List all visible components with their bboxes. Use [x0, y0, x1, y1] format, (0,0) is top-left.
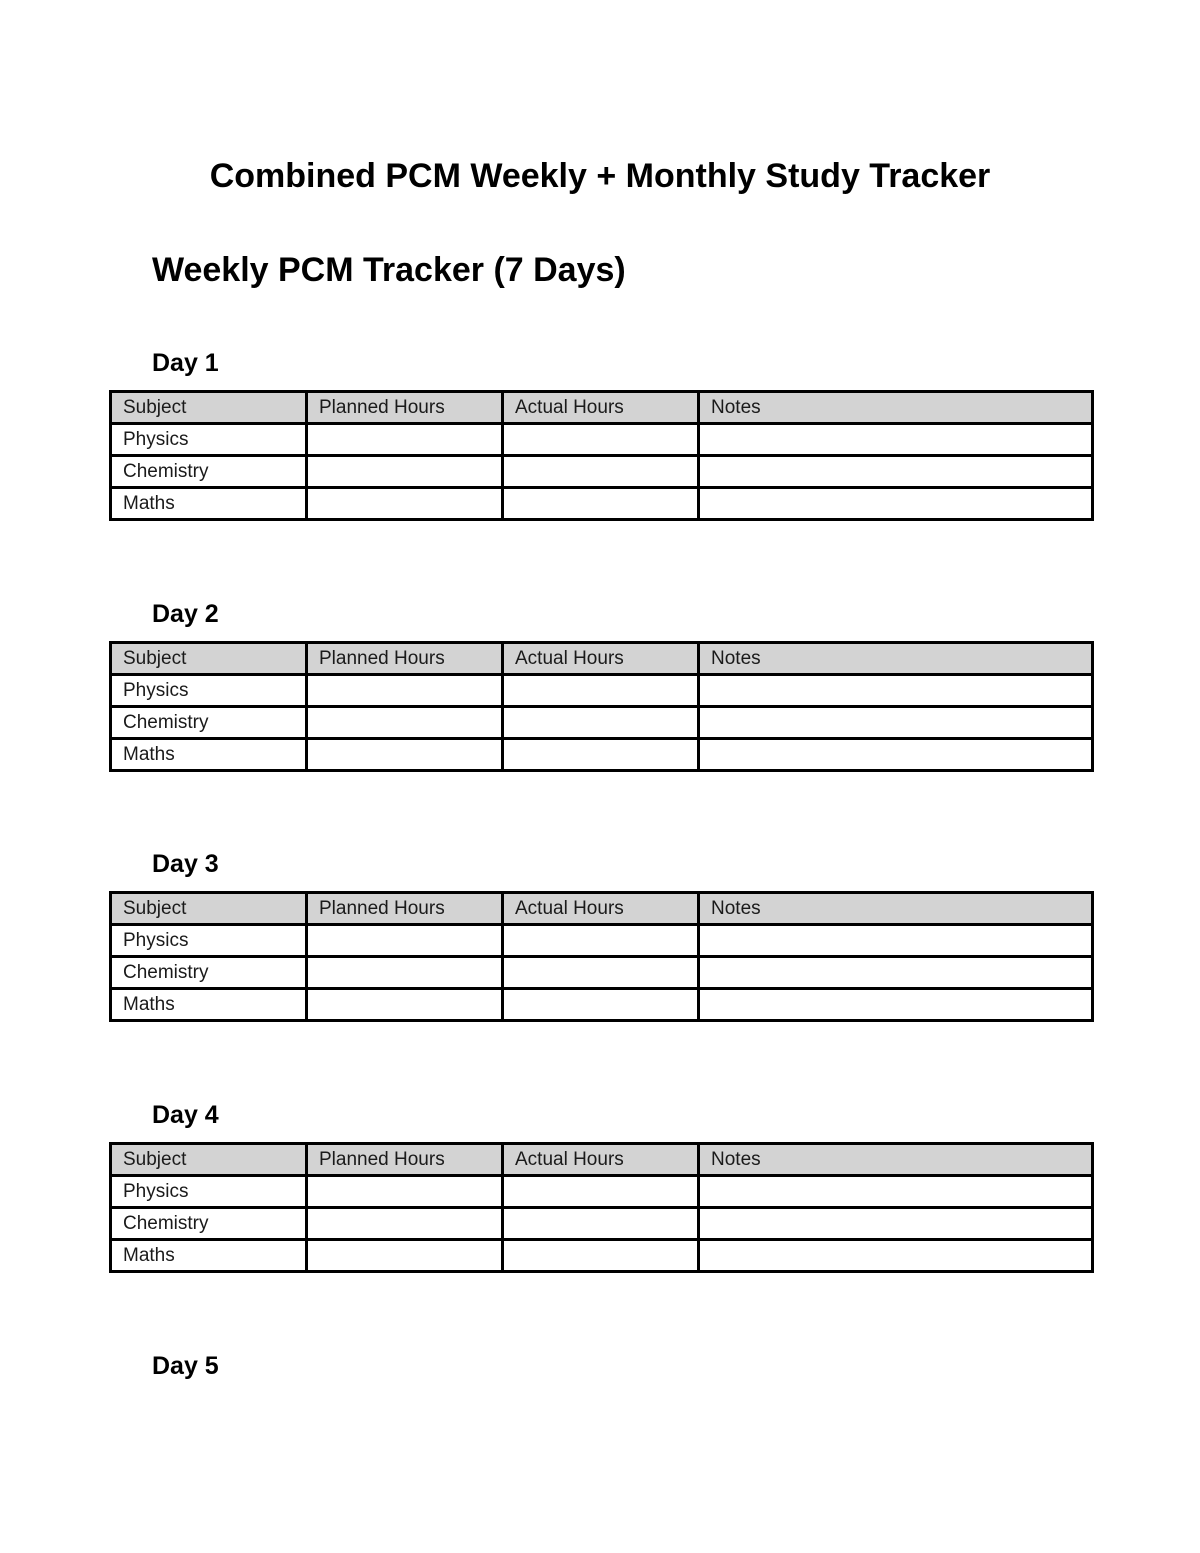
actual-hours-cell[interactable] — [503, 456, 699, 488]
table-row — [111, 675, 1093, 707]
subject-cell: Physics — [111, 925, 307, 957]
actual-hours-cell[interactable] — [503, 424, 699, 456]
column-header-notes: Notes — [699, 893, 1093, 925]
planned-hours-cell[interactable] — [307, 707, 503, 739]
table-row — [111, 707, 1093, 739]
column-header-subject: Subject — [111, 392, 307, 424]
day-1-heading: Day 1 — [152, 349, 219, 377]
notes-cell[interactable] — [699, 488, 1093, 520]
day-2-block — [109, 599, 1091, 772]
day-1-block — [109, 348, 1091, 521]
day-4-table — [109, 1142, 1094, 1273]
column-header-notes: Notes — [699, 1144, 1093, 1176]
subject-cell: Maths — [111, 989, 307, 1021]
table-row — [111, 488, 1093, 520]
day-5-heading: Day 5 — [152, 1352, 219, 1380]
column-header-planned-hours: Planned Hours — [307, 392, 503, 424]
day-3-table — [109, 891, 1094, 1022]
column-header-actual-hours: Actual Hours — [503, 643, 699, 675]
column-header-subject: Subject — [111, 1144, 307, 1176]
column-header-planned-hours: Planned Hours — [307, 643, 503, 675]
table-row — [111, 424, 1093, 456]
planned-hours-cell[interactable] — [307, 424, 503, 456]
table-row — [111, 989, 1093, 1021]
table-header-row — [111, 643, 1093, 675]
planned-hours-cell[interactable] — [307, 739, 503, 771]
notes-cell[interactable] — [699, 456, 1093, 488]
day-3-block — [109, 849, 1091, 1022]
actual-hours-cell[interactable] — [503, 1240, 699, 1272]
subject-cell: Maths — [111, 1240, 307, 1272]
table-header-row — [111, 392, 1093, 424]
table-row — [111, 1176, 1093, 1208]
day-3-heading: Day 3 — [152, 850, 219, 878]
planned-hours-cell[interactable] — [307, 925, 503, 957]
actual-hours-cell[interactable] — [503, 925, 699, 957]
notes-cell[interactable] — [699, 1208, 1093, 1240]
actual-hours-cell[interactable] — [503, 989, 699, 1021]
notes-cell[interactable] — [699, 925, 1093, 957]
actual-hours-cell[interactable] — [503, 1208, 699, 1240]
day-5-block — [109, 1351, 1091, 1393]
notes-cell[interactable] — [699, 739, 1093, 771]
table-header-row — [111, 1144, 1093, 1176]
table-row — [111, 456, 1093, 488]
notes-cell[interactable] — [699, 957, 1093, 989]
planned-hours-cell[interactable] — [307, 1176, 503, 1208]
table-header-row — [111, 893, 1093, 925]
day-2-table — [109, 641, 1094, 772]
table-row — [111, 957, 1093, 989]
column-header-actual-hours: Actual Hours — [503, 1144, 699, 1176]
planned-hours-cell[interactable] — [307, 957, 503, 989]
actual-hours-cell[interactable] — [503, 957, 699, 989]
day-4-heading: Day 4 — [152, 1101, 219, 1129]
column-header-notes: Notes — [699, 392, 1093, 424]
actual-hours-cell[interactable] — [503, 488, 699, 520]
subject-cell: Chemistry — [111, 707, 307, 739]
notes-cell[interactable] — [699, 1240, 1093, 1272]
notes-cell[interactable] — [699, 989, 1093, 1021]
weekly-section-title: Weekly PCM Tracker (7 Days) — [152, 251, 626, 289]
column-header-subject: Subject — [111, 893, 307, 925]
actual-hours-cell[interactable] — [503, 675, 699, 707]
planned-hours-cell[interactable] — [307, 456, 503, 488]
planned-hours-cell[interactable] — [307, 1240, 503, 1272]
notes-cell[interactable] — [699, 675, 1093, 707]
subject-cell: Maths — [111, 488, 307, 520]
table-row — [111, 1240, 1093, 1272]
column-header-planned-hours: Planned Hours — [307, 1144, 503, 1176]
column-header-actual-hours: Actual Hours — [503, 392, 699, 424]
subject-cell: Physics — [111, 675, 307, 707]
planned-hours-cell[interactable] — [307, 488, 503, 520]
subject-cell: Physics — [111, 424, 307, 456]
column-header-notes: Notes — [699, 643, 1093, 675]
document-title: Combined PCM Weekly + Monthly Study Tracker — [209, 157, 991, 195]
actual-hours-cell[interactable] — [503, 707, 699, 739]
notes-cell[interactable] — [699, 424, 1093, 456]
day-1-table — [109, 390, 1094, 521]
planned-hours-cell[interactable] — [307, 989, 503, 1021]
notes-cell[interactable] — [699, 1176, 1093, 1208]
subject-cell: Maths — [111, 739, 307, 771]
actual-hours-cell[interactable] — [503, 739, 699, 771]
subject-cell: Chemistry — [111, 1208, 307, 1240]
subject-cell: Chemistry — [111, 957, 307, 989]
table-row — [111, 1208, 1093, 1240]
table-row — [111, 739, 1093, 771]
notes-cell[interactable] — [699, 707, 1093, 739]
day-2-heading: Day 2 — [152, 600, 219, 628]
column-header-subject: Subject — [111, 643, 307, 675]
planned-hours-cell[interactable] — [307, 675, 503, 707]
table-row — [111, 925, 1093, 957]
day-4-block — [109, 1100, 1091, 1273]
subject-cell: Chemistry — [111, 456, 307, 488]
column-header-actual-hours: Actual Hours — [503, 893, 699, 925]
actual-hours-cell[interactable] — [503, 1176, 699, 1208]
planned-hours-cell[interactable] — [307, 1208, 503, 1240]
subject-cell: Physics — [111, 1176, 307, 1208]
column-header-planned-hours: Planned Hours — [307, 893, 503, 925]
